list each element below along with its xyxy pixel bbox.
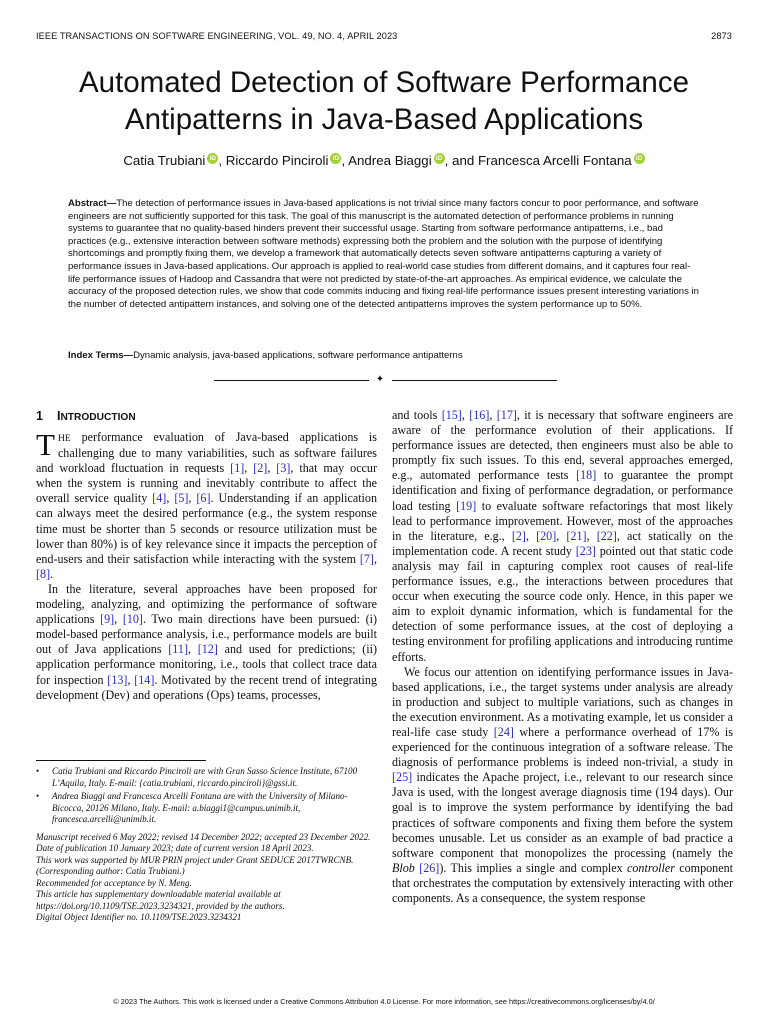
orcid-icon[interactable]: iD bbox=[330, 153, 341, 164]
section-title-rest: NTRODUCTION bbox=[60, 412, 136, 423]
title-line-1: Automated Detection of Software Performance bbox=[79, 66, 689, 99]
divider-diamond-icon: ✦ bbox=[375, 374, 385, 385]
abstract-text: The detection of performance issues in Java-based applications is not trivial since many factors concur to poor performance, and software engineers are not sufficiently supported for this task. The goal of this manuscript is the automated detection of performance problems in running systems to guarantee that no quality-based hinders prevent their successful usage. Starting from software performance antipatterns, i.e., bad practices (e.g., extensive interaction between software methods) expressing both the problem and the solution with the purpose of identifying shortcomings and promptly fixing them, we develop a framework that automatically detects seven software antipatterns capturing a variety of performance issues in Java-based applications. Our approach is applied to real-world case studies from different domains, and it captures four real-life performance issues of Hadoop and Cassandra that were not predicted by state-of-the-art approaches. As empirical evidence, we calculate the accuracy of the proposed detection rules, we show that code commits inducing and fixing real-life performance issues present interesting variations in the number of detected antipattern instances, and solving one of the detected antipatterns improves the system performance up to 50%. bbox=[68, 198, 699, 310]
paragraph: We focus our attention on identifying performance issues in Java-based applications, i.e., the target systems under analysis are already in production and subject to multiple variations, such as changes in the execution environment. As a motivating example, let us consider a real-life case study [24] where a performance overhead of 17% is experienced for the continuous integration of a software release. The diagnosis of performance problems is indeed non-trivial, a study in [25] indicates the Apache project, i.e., relevant to our research since Java is used, with the longest average diagnosis time (194 days). Our goal is to improve the system performance by identifying the bad practices of software components and fixing them before the system becomes unusable. Let us consider as an example of bad practice a software component that monopolizes the processing (namely the Blob [26]). This implies a single and complex controller component that orchestrates the computation by extensively interacting with other components. As a consequence, the system response bbox=[392, 664, 733, 905]
blob-term: Blob bbox=[392, 860, 415, 875]
author-pinciroli: , Riccardo Pinciroli bbox=[218, 153, 329, 168]
citation-link[interactable]: [20] bbox=[536, 528, 557, 543]
citation-link[interactable]: [3] bbox=[276, 461, 291, 476]
divider-right bbox=[392, 380, 557, 381]
citation-link[interactable]: [8] bbox=[36, 566, 51, 581]
right-column bbox=[392, 408, 733, 906]
author-biaggi: , Andrea Biaggi bbox=[341, 153, 432, 168]
footnote-rule bbox=[36, 760, 206, 761]
citation-link[interactable]: [2] bbox=[253, 461, 268, 476]
affiliation-footnote: • Catia Trubiani and Riccardo Pinciroli are with Gran Sasso Science Institute, 67100 L’Aquila, Italy. E-mail: {catia.trubiani, riccardo.pinciroli}@gssi.it. bbox=[36, 766, 377, 789]
license-notice: © 2023 The Authors. This work is licensed under a Creative Commons Attribution 4.0 License. For more information, see https://creativecommons.org/licenses/by/4.0/ bbox=[113, 997, 655, 1006]
citation-link[interactable]: [21] bbox=[566, 528, 587, 543]
manuscript-dates: Manuscript received 6 May 2022; revised 14 December 2022; accepted 23 December 2022. Date of publication 10 January 2023; date of current version 18 April 2023. bbox=[36, 831, 371, 853]
affiliation-footnote: • Andrea Biaggi and Francesca Arcelli Fontana are with the University of Milano-Bicocca, 20126 Milano, Italy. E-mail: a.biaggi1@campus.unimib.it, francesca.arcelli@unimib.it. bbox=[36, 791, 377, 826]
index-terms bbox=[68, 350, 702, 363]
author-list bbox=[36, 153, 732, 168]
footnotes bbox=[36, 766, 377, 924]
index-terms-label: Index Terms— bbox=[68, 350, 134, 361]
orcid-icon[interactable]: iD bbox=[434, 153, 445, 164]
divider-left bbox=[214, 380, 369, 381]
orcid-icon[interactable]: iD bbox=[207, 153, 218, 164]
section-number: 1 bbox=[36, 409, 43, 423]
orcid-icon[interactable]: iD bbox=[634, 153, 645, 164]
drop-cap: T bbox=[36, 427, 55, 462]
citation-link[interactable]: [17] bbox=[496, 408, 517, 422]
paragraph: and tools [15], [16], [17], it is necessary that software engineers are aware of the performance evolution of their applications. If performance issues are detected, then engineers must also be able to promptly fix such issues. To this end, several approaches emerged, e.g., automated performance tests [18] to guarantee the prompt identification and fixing of performance degradation, or performance load testing [19] to evaluate software refactorings that most likely lead to performance improvement. However, most of the approaches in the literature, e.g., [2], [20], [21], [22], act statically on the implementation code. A recent study [23] pointed out that static code analysis may fail in capturing complex root causes of real-life performance issues, e.g., the interactions between procedures that occur when executing the source code only. Hence, in this paper we aim to exploit dynamic information, which is fundamental for the detection of some performance issues, at the cost of deploying a testing environment for profiling applications and introducing runtime efforts. bbox=[392, 408, 734, 664]
manuscript-info bbox=[36, 832, 377, 924]
corresponding-author: (Corresponding author: Catia Trubiani.) bbox=[36, 866, 185, 876]
abstract-label: Abstract— bbox=[68, 198, 117, 209]
paragraph: In the literature, several approaches have been proposed for modeling, analyzing, and optimizing the performance of software applications [9], [10]. Two main directions have been pursued: (i) model-based performance analysis, i.e., performance models are built out of Java applications [11], [12] and used for predictions; (ii) application performance monitoring, i.e., tools that collect trace data for inspection [13], [14]. Motivated by the recent trend of integrating development (Dev) and operations (Ops) teams, processes, bbox=[36, 581, 378, 702]
paper-title bbox=[36, 64, 732, 138]
citation-link[interactable]: [14] bbox=[134, 672, 155, 687]
citation-link[interactable]: [25] bbox=[392, 770, 413, 785]
author-arcelli-fontana: , and Francesca Arcelli Fontana bbox=[444, 153, 632, 168]
citation-link[interactable]: [18] bbox=[576, 468, 597, 483]
abstract bbox=[68, 198, 702, 311]
citation-link[interactable]: [22] bbox=[596, 528, 617, 543]
citation-link[interactable]: [24] bbox=[493, 724, 514, 739]
citation-link[interactable]: [4] bbox=[152, 491, 167, 506]
left-column bbox=[36, 427, 378, 703]
author-trubiani: Catia Trubiani bbox=[123, 153, 206, 168]
citation-link[interactable]: [13] bbox=[107, 672, 128, 687]
citation-link[interactable]: [26] bbox=[419, 860, 440, 875]
journal-name: IEEE TRANSACTIONS ON SOFTWARE ENGINEERING, VOL. 49, NO. 4, APRIL 2023 bbox=[36, 31, 398, 41]
citation-link[interactable]: [12] bbox=[197, 642, 218, 657]
citation-link[interactable]: [2] bbox=[511, 528, 526, 543]
citation-link[interactable]: [19] bbox=[456, 498, 477, 513]
citation-link[interactable]: [10] bbox=[122, 612, 143, 627]
citation-link[interactable]: [11] bbox=[168, 642, 188, 657]
section-heading bbox=[36, 409, 136, 423]
section-title-initial: I bbox=[56, 409, 61, 423]
doi: Digital Object Identifier no. 10.1109/TSE.2023.3234321 bbox=[36, 912, 242, 922]
citation-link[interactable]: [23] bbox=[575, 543, 596, 558]
index-terms-text: Dynamic analysis, java-based applications, software performance antipatterns bbox=[133, 350, 463, 361]
title-line-2: Antipatterns in Java-Based Applications bbox=[124, 103, 644, 136]
paragraph: THE performance evaluation of Java-based applications is challenging due to many variabilities, such as software failures and workload fluctuation in requests [1], [2], [3], that may occur when the system is running and inevitably contribute to affect the overall service quality [4], [5], [6]. Understanding if an application can always meet the desired performance (e.g., the system response time must be shorter than 5 seconds or resource utilization must be lower than 80%) is of key relevance since it impacts the perception of end-users and their satisfaction while interacting with the system [7], [8]. bbox=[36, 427, 378, 581]
citation-link[interactable]: [6] bbox=[196, 491, 211, 506]
supplementary-note: This article has supplementary downloadable material available at https://doi.org/10.1109/TSE.2023.3234321, provided by the authors. bbox=[36, 889, 285, 911]
funding-note: This work was supported by MUR PRIN project under Grant SEDUCE 2017TWRCNB. bbox=[36, 854, 354, 865]
citation-link[interactable]: [7] bbox=[359, 551, 374, 566]
running-head bbox=[36, 31, 732, 45]
citation-link[interactable]: [15] bbox=[441, 408, 462, 422]
citation-link[interactable]: [1] bbox=[230, 461, 245, 476]
citation-link[interactable]: [9] bbox=[100, 612, 115, 627]
controller-term: controller bbox=[627, 860, 675, 875]
recommended-by: Recommended for acceptance by N. Meng. bbox=[36, 877, 192, 888]
citation-link[interactable]: [16] bbox=[469, 408, 490, 422]
citation-link[interactable]: [5] bbox=[174, 491, 189, 506]
page-number: 2873 bbox=[711, 31, 732, 41]
